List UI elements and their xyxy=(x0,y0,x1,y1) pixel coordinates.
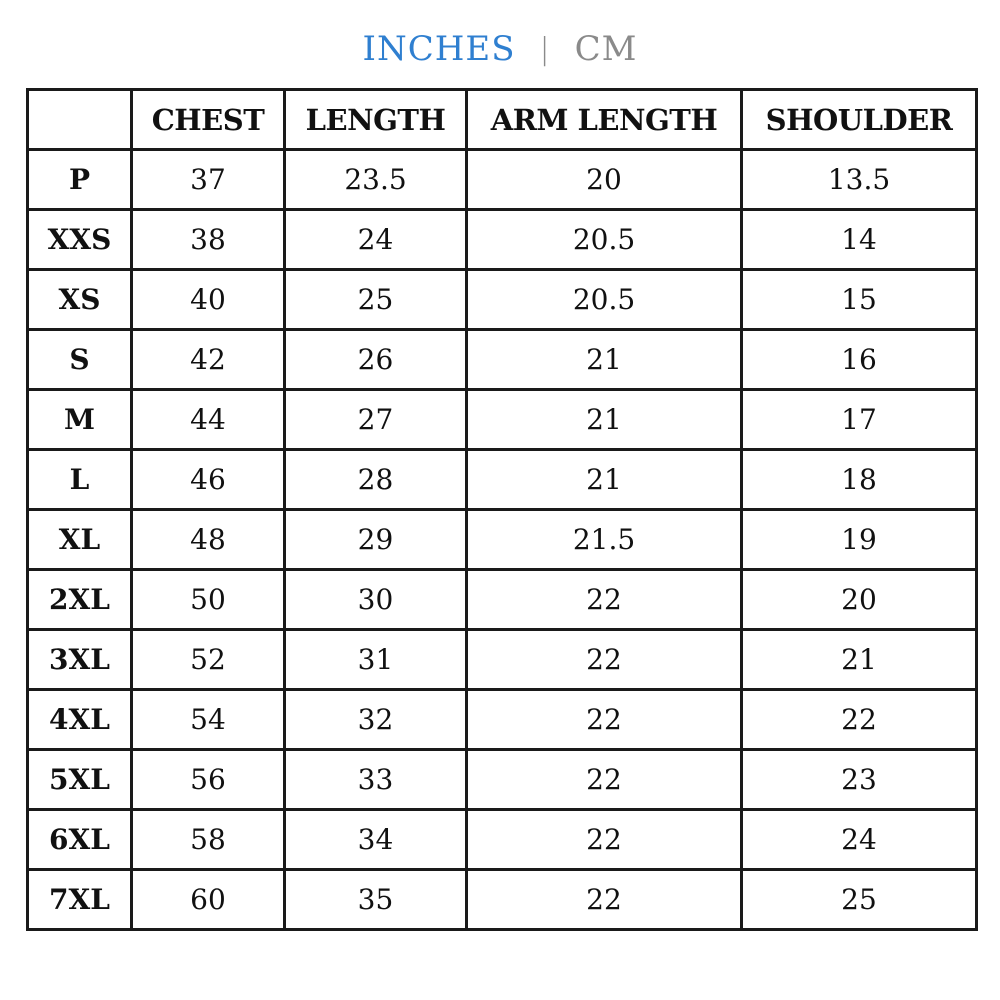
chest-cell: 37 xyxy=(132,150,285,210)
length-cell: 29 xyxy=(285,510,467,570)
shoulder-cell: 17 xyxy=(742,390,977,450)
unit-inches-tab[interactable]: INCHES xyxy=(362,29,516,69)
chest-cell: 38 xyxy=(132,210,285,270)
size-label-cell: P xyxy=(28,150,132,210)
arm-length-cell: 20 xyxy=(467,150,742,210)
header-shoulder: SHOULDER xyxy=(742,90,977,150)
size-label-cell: XL xyxy=(28,510,132,570)
chest-cell: 40 xyxy=(132,270,285,330)
shoulder-cell: 21 xyxy=(742,630,977,690)
table-row xyxy=(28,570,977,630)
arm-length-cell: 20.5 xyxy=(467,270,742,330)
arm-length-cell: 21.5 xyxy=(467,510,742,570)
size-chart-table xyxy=(26,88,978,931)
length-cell: 25 xyxy=(285,270,467,330)
arm-length-cell: 22 xyxy=(467,870,742,930)
shoulder-cell: 16 xyxy=(742,330,977,390)
length-cell: 31 xyxy=(285,630,467,690)
chest-cell: 42 xyxy=(132,330,285,390)
length-cell: 28 xyxy=(285,450,467,510)
size-label-cell: 7XL xyxy=(28,870,132,930)
size-label-cell: M xyxy=(28,390,132,450)
header-arm-length: ARM LENGTH xyxy=(467,90,742,150)
unit-cm-tab[interactable]: CM xyxy=(574,29,638,69)
size-label-cell: 2XL xyxy=(28,570,132,630)
table-row xyxy=(28,210,977,270)
table-row xyxy=(28,630,977,690)
shoulder-cell: 24 xyxy=(742,810,977,870)
arm-length-cell: 22 xyxy=(467,690,742,750)
size-label-cell: 6XL xyxy=(28,810,132,870)
shoulder-cell: 14 xyxy=(742,210,977,270)
table-row xyxy=(28,510,977,570)
chest-cell: 52 xyxy=(132,630,285,690)
table-row xyxy=(28,150,977,210)
chest-cell: 58 xyxy=(132,810,285,870)
chest-cell: 44 xyxy=(132,390,285,450)
size-label-cell: S xyxy=(28,330,132,390)
length-cell: 24 xyxy=(285,210,467,270)
arm-length-cell: 21 xyxy=(467,330,742,390)
length-cell: 32 xyxy=(285,690,467,750)
shoulder-cell: 25 xyxy=(742,870,977,930)
header-chest: CHEST xyxy=(132,90,285,150)
size-label-cell: 5XL xyxy=(28,750,132,810)
length-cell: 33 xyxy=(285,750,467,810)
size-label-cell: L xyxy=(28,450,132,510)
shoulder-cell: 23 xyxy=(742,750,977,810)
length-cell: 34 xyxy=(285,810,467,870)
table-row xyxy=(28,690,977,750)
size-label-cell: 3XL xyxy=(28,630,132,690)
unit-separator: | xyxy=(539,31,551,67)
arm-length-cell: 22 xyxy=(467,570,742,630)
shoulder-cell: 19 xyxy=(742,510,977,570)
size-label-cell: XXS xyxy=(28,210,132,270)
shoulder-cell: 20 xyxy=(742,570,977,630)
size-label-cell: XS xyxy=(28,270,132,330)
chest-cell: 48 xyxy=(132,510,285,570)
chest-cell: 56 xyxy=(132,750,285,810)
arm-length-cell: 22 xyxy=(467,810,742,870)
length-cell: 27 xyxy=(285,390,467,450)
unit-toggle xyxy=(0,24,1000,74)
header-length: LENGTH xyxy=(285,90,467,150)
chest-cell: 54 xyxy=(132,690,285,750)
table-row xyxy=(28,870,977,930)
header-corner-cell xyxy=(28,90,132,150)
chest-cell: 46 xyxy=(132,450,285,510)
table-row xyxy=(28,750,977,810)
size-label-cell: 4XL xyxy=(28,690,132,750)
table-row xyxy=(28,450,977,510)
table-row xyxy=(28,270,977,330)
table-header-row xyxy=(28,90,977,150)
length-cell: 26 xyxy=(285,330,467,390)
shoulder-cell: 18 xyxy=(742,450,977,510)
arm-length-cell: 21 xyxy=(467,390,742,450)
arm-length-cell: 21 xyxy=(467,450,742,510)
length-cell: 35 xyxy=(285,870,467,930)
shoulder-cell: 15 xyxy=(742,270,977,330)
shoulder-cell: 13.5 xyxy=(742,150,977,210)
arm-length-cell: 20.5 xyxy=(467,210,742,270)
length-cell: 30 xyxy=(285,570,467,630)
chest-cell: 60 xyxy=(132,870,285,930)
chest-cell: 50 xyxy=(132,570,285,630)
table-body xyxy=(28,150,977,930)
table-row xyxy=(28,390,977,450)
arm-length-cell: 22 xyxy=(467,630,742,690)
arm-length-cell: 22 xyxy=(467,750,742,810)
table-row xyxy=(28,330,977,390)
table-row xyxy=(28,810,977,870)
length-cell: 23.5 xyxy=(285,150,467,210)
shoulder-cell: 22 xyxy=(742,690,977,750)
